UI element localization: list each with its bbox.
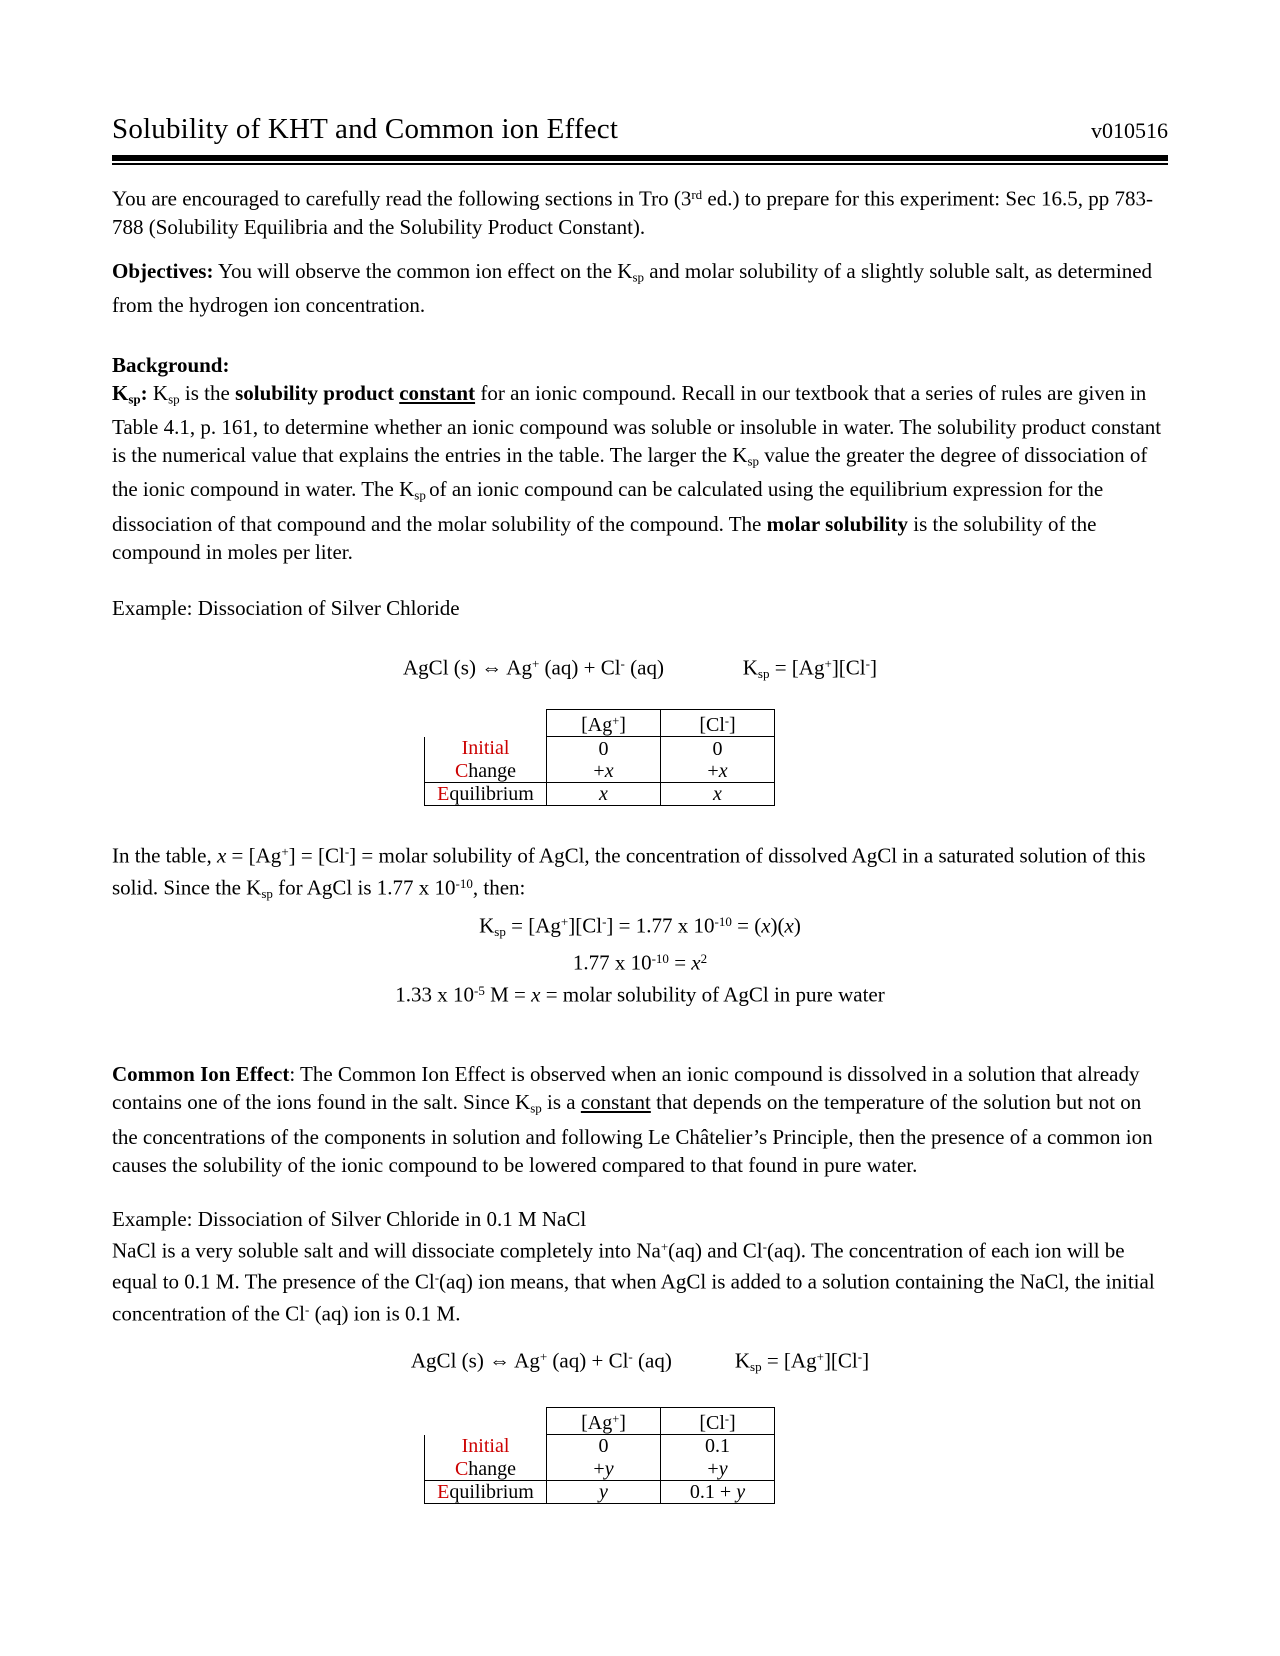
text-segment: for AgCl is 1.77 x 10 bbox=[272, 875, 456, 900]
ice-row-label bbox=[425, 737, 547, 760]
text-segment: ] bbox=[729, 1412, 736, 1435]
text-segment: and molar solubility of a slightly soluble salt, as determined from the hydrogen ion concentration. bbox=[112, 258, 1153, 317]
text-segment: + bbox=[593, 1457, 605, 1480]
text-segment: + bbox=[612, 714, 620, 729]
title-rule bbox=[112, 155, 1168, 165]
paragraph-reading-instructions bbox=[112, 181, 1168, 241]
paragraph-example2 bbox=[112, 1205, 1168, 1328]
text-segment: (aq) ion is 0.1 M. bbox=[309, 1301, 461, 1326]
text-segment: x bbox=[531, 982, 541, 1007]
text-segment: C bbox=[454, 1457, 469, 1480]
text-segment: x bbox=[718, 760, 728, 783]
text-segment: Example: Dissociation of Silver Chloride in 0.1 M NaCl bbox=[112, 1206, 587, 1231]
text-segment: ] = molar solubility of AgCl, the concentration of dissolved AgCl in a saturated solution of this solid. Since the K bbox=[112, 843, 1146, 900]
text-segment: x bbox=[216, 843, 227, 868]
text-segment: (aq). The concentration of each ion will be equal to 0.1 M. The presence of the Cl bbox=[112, 1238, 1125, 1294]
text-segment: Background: bbox=[112, 352, 230, 377]
text-segment: x bbox=[761, 913, 771, 938]
text-segment: = ( bbox=[731, 913, 762, 938]
text-segment: [Cl bbox=[699, 1412, 725, 1435]
text-segment: - bbox=[762, 1238, 767, 1254]
document-title: Solubility of KHT and Common ion Effect bbox=[112, 113, 619, 145]
ice-header-cl bbox=[661, 710, 775, 737]
text-segment: y bbox=[736, 1481, 746, 1504]
text-segment: - bbox=[857, 1349, 863, 1365]
text-segment: (aq) + Cl bbox=[547, 1348, 629, 1373]
text-segment: ) bbox=[793, 913, 801, 938]
text-segment: x bbox=[784, 913, 794, 938]
ice-corner-cell bbox=[425, 710, 547, 737]
text-segment: K bbox=[734, 1348, 750, 1373]
text-segment: is the bbox=[179, 380, 236, 405]
text-segment: -5 bbox=[474, 982, 485, 998]
text-segment: ][Cl bbox=[823, 1348, 858, 1373]
text-segment: Initial bbox=[461, 737, 510, 760]
text-segment: 2 bbox=[700, 951, 708, 967]
text-segment: x bbox=[691, 950, 701, 975]
table-row-initial bbox=[425, 737, 775, 760]
text-segment: AgCl (s) ⇔ Ag bbox=[410, 1348, 540, 1373]
equation-agcl-dissociation-1 bbox=[112, 650, 1168, 688]
equation-line-ksp-expansion bbox=[112, 908, 1168, 946]
text-segment: + bbox=[281, 844, 289, 860]
ice-header-cl bbox=[661, 1407, 775, 1434]
text-segment: Common Ion Effect bbox=[112, 1062, 290, 1087]
text-segment: sp bbox=[632, 268, 645, 284]
table-row-equilibrium bbox=[425, 1481, 775, 1504]
text-segment: + bbox=[707, 1457, 719, 1480]
text-segment: ] bbox=[619, 1412, 626, 1435]
text-segment: NaCl is a very soluble salt and will dissociate completely into Na bbox=[112, 1238, 661, 1263]
text-segment: for an ionic compound. Recall in our textbook that a series of rules are given in Table 4.1, p. 161, to determine whether an ionic compound was soluble or insoluble in water. The solubility product constant is the numerical value that explains the entries in the table. The larger the K bbox=[112, 380, 1162, 467]
text-segment: solubility product bbox=[235, 380, 400, 405]
text-segment: : The Common Ion Effect is observed when an ionic compound is dissolved in a solution that already contains one of the ions found in the salt. Since K bbox=[112, 1062, 1140, 1115]
ice-cell bbox=[547, 760, 661, 783]
text-segment: sp bbox=[747, 453, 760, 469]
text-segment: ] bbox=[862, 1348, 870, 1373]
text-segment: (aq) + Cl bbox=[539, 655, 621, 679]
ice-cell bbox=[661, 1458, 775, 1481]
text-segment: = [Ag bbox=[226, 843, 282, 868]
text-segment: ] bbox=[869, 655, 877, 679]
ice-row-label bbox=[425, 1435, 547, 1458]
text-segment: of an ionic compound can be calculated using the equilibrium expression for the dissociation of that compound and the molar solubility of the compound. The bbox=[112, 477, 1104, 536]
ice-cell bbox=[547, 783, 661, 806]
text-segment: sp bbox=[494, 923, 506, 939]
text-segment: K bbox=[147, 380, 169, 405]
table-row-equilibrium bbox=[425, 783, 775, 806]
document-header bbox=[112, 112, 1168, 146]
text-segment: x bbox=[599, 783, 608, 806]
equation-line-x-squared bbox=[112, 945, 1168, 977]
text-segment: - bbox=[620, 655, 625, 671]
text-segment: quilibrium bbox=[449, 1481, 534, 1504]
text-segment: -10 bbox=[714, 913, 732, 929]
text-segment: 0.1 + bbox=[689, 1481, 737, 1504]
text-segment: (aq) bbox=[624, 655, 664, 679]
text-segment: Initial bbox=[461, 1435, 510, 1458]
text-segment: ] bbox=[729, 714, 736, 737]
ice-header-ag bbox=[547, 710, 661, 737]
example1-label bbox=[112, 594, 1168, 622]
text-segment: that depends on the temperature of the solution but not on the concentrations of the components in solution and following Le Châtelier’s Principle, then the presence of a common ion causes the solubility of the ionic compound to be lowered compared to that found in pure water. bbox=[112, 1090, 1153, 1177]
text-segment: M = bbox=[484, 982, 532, 1007]
text-segment: + bbox=[539, 1349, 548, 1365]
text-segment: y bbox=[604, 1457, 614, 1480]
text-segment bbox=[664, 655, 743, 679]
text-segment: Example: Dissociation of Silver Chloride bbox=[112, 595, 460, 620]
text-segment bbox=[672, 1349, 735, 1373]
text-segment: molar solubility bbox=[766, 511, 908, 536]
text-segment: value the greater the degree of dissociation of the ionic compound in water. The K bbox=[112, 443, 1148, 502]
text-segment: [Ag bbox=[581, 1412, 613, 1435]
text-segment: You will observe the common ion effect on the K bbox=[213, 258, 633, 283]
text-segment: AgCl (s) ⇔ Ag bbox=[403, 655, 532, 679]
ice-table-pure-water bbox=[424, 709, 775, 806]
paragraph-table-analysis bbox=[112, 838, 1168, 907]
text-segment: (aq) and Cl bbox=[668, 1238, 763, 1263]
ice-header-ag bbox=[547, 1407, 661, 1434]
text-segment: 0.1 bbox=[705, 1435, 730, 1458]
text-segment: - bbox=[628, 1349, 633, 1365]
text-segment: , then: bbox=[472, 875, 526, 900]
text-segment: constant bbox=[580, 1090, 651, 1115]
text-segment: + bbox=[816, 1349, 824, 1365]
ice-cell bbox=[661, 737, 775, 760]
text-segment: = molar solubility of AgCl in pure water bbox=[540, 982, 885, 1007]
ice-cell bbox=[661, 760, 775, 783]
text-segment: )( bbox=[770, 913, 785, 938]
text-segment: sp bbox=[750, 1358, 762, 1374]
text-segment: ] = [Cl bbox=[288, 843, 345, 868]
ice-header-row bbox=[425, 1407, 775, 1434]
text-segment: sp bbox=[168, 391, 180, 406]
text-segment: -10 bbox=[455, 875, 473, 891]
ice-cell bbox=[547, 737, 661, 760]
text-segment: (aq) ion means, that when AgCl is added to a solution containing the NaCl, the initial concentration of the Cl bbox=[112, 1269, 1155, 1326]
text-segment: ed.) to prepare for this experiment: Sec 16.5, pp 783-788 (Solubility Equilibria and the Solubility Product Constant). bbox=[112, 186, 1153, 239]
ice-row-label bbox=[425, 783, 547, 806]
text-segment: x bbox=[713, 783, 722, 806]
text-segment: K bbox=[479, 913, 495, 938]
text-segment: sp bbox=[414, 487, 430, 503]
ice-row-label bbox=[425, 1458, 547, 1481]
ice-cell bbox=[661, 783, 775, 806]
text-segment: + bbox=[560, 913, 569, 929]
ice-cell bbox=[661, 1435, 775, 1458]
text-segment: y bbox=[599, 1481, 608, 1504]
text-segment: = bbox=[668, 950, 692, 975]
ice-table-nacl-solution bbox=[424, 1407, 775, 1504]
text-segment: y bbox=[718, 1457, 728, 1480]
table-row-change bbox=[425, 760, 775, 783]
text-segment: + bbox=[824, 655, 832, 671]
text-segment: - bbox=[724, 714, 730, 729]
text-segment: ][Cl bbox=[831, 655, 866, 679]
text-segment: - bbox=[344, 844, 350, 860]
text-segment: rd bbox=[691, 187, 703, 202]
paragraph-common-ion-effect bbox=[112, 1060, 1168, 1178]
text-segment: You are encouraged to carefully read the following sections in Tro (3 bbox=[112, 186, 692, 211]
text-segment: 0 bbox=[598, 1435, 609, 1458]
text-segment: + bbox=[660, 1238, 669, 1254]
text-segment: ][Cl bbox=[568, 913, 603, 938]
text-segment: K bbox=[742, 655, 758, 679]
text-segment: E bbox=[437, 783, 450, 806]
text-segment: sp bbox=[261, 885, 273, 901]
text-segment: [Ag bbox=[581, 714, 613, 737]
table-row-change bbox=[425, 1458, 775, 1481]
text-segment: sp bbox=[128, 391, 141, 406]
text-segment: quilibrium bbox=[449, 783, 534, 806]
text-segment: = [Ag bbox=[769, 655, 825, 679]
ice-row-label bbox=[425, 1481, 547, 1504]
ice-corner-cell bbox=[425, 1407, 547, 1434]
text-segment: 0 bbox=[712, 737, 723, 760]
text-segment: + bbox=[612, 1411, 620, 1426]
text-segment: 1.33 x 10 bbox=[395, 982, 474, 1007]
text-segment: constant bbox=[399, 380, 476, 405]
ice-cell bbox=[547, 1481, 661, 1504]
version-label: v010516 bbox=[1091, 118, 1168, 143]
ice-cell bbox=[547, 1458, 661, 1481]
ice-row-label bbox=[425, 760, 547, 783]
table-row-initial bbox=[425, 1435, 775, 1458]
text-segment: hange bbox=[468, 760, 517, 783]
equation-line-molar-solubility bbox=[112, 977, 1168, 1009]
ice-cell bbox=[661, 1481, 775, 1504]
text-segment: is a bbox=[541, 1090, 581, 1115]
text-segment: Objectives: bbox=[112, 258, 214, 283]
text-segment: : bbox=[140, 380, 148, 405]
text-segment: + bbox=[707, 760, 719, 783]
text-segment: K bbox=[112, 380, 129, 405]
text-segment: - bbox=[724, 1411, 730, 1426]
text-segment: E bbox=[437, 1481, 450, 1504]
text-segment: - bbox=[434, 1270, 440, 1286]
text-segment: = [Ag bbox=[761, 1348, 817, 1373]
text-segment: - bbox=[305, 1301, 310, 1317]
text-segment: ] bbox=[619, 714, 626, 737]
paragraph-objectives bbox=[112, 257, 1168, 319]
text-segment: = [Ag bbox=[505, 913, 561, 938]
text-segment: sp bbox=[757, 665, 770, 681]
equation-agcl-dissociation-2 bbox=[112, 1343, 1168, 1381]
text-segment: hange bbox=[468, 1457, 517, 1480]
text-segment: + bbox=[531, 655, 540, 671]
text-segment: sp bbox=[530, 1100, 542, 1116]
text-segment: 0 bbox=[598, 737, 609, 760]
text-segment: 1.77 x 10 bbox=[572, 950, 652, 975]
text-segment: - bbox=[602, 913, 607, 929]
text-segment: (aq) bbox=[632, 1348, 672, 1373]
text-segment: x bbox=[604, 760, 614, 783]
text-segment: - bbox=[865, 655, 870, 671]
text-segment: In the table, bbox=[112, 843, 217, 868]
text-segment: is the solubility of the compound in moles per liter. bbox=[112, 511, 1097, 564]
text-segment: ] = 1.77 x 10 bbox=[606, 913, 715, 938]
text-segment: C bbox=[454, 760, 469, 783]
ice-header-row bbox=[425, 710, 775, 737]
text-segment: + bbox=[593, 760, 605, 783]
text-segment: -10 bbox=[651, 951, 669, 967]
ice-cell bbox=[547, 1435, 661, 1458]
paragraph-background bbox=[112, 351, 1168, 566]
text-segment: [Cl bbox=[699, 714, 725, 737]
